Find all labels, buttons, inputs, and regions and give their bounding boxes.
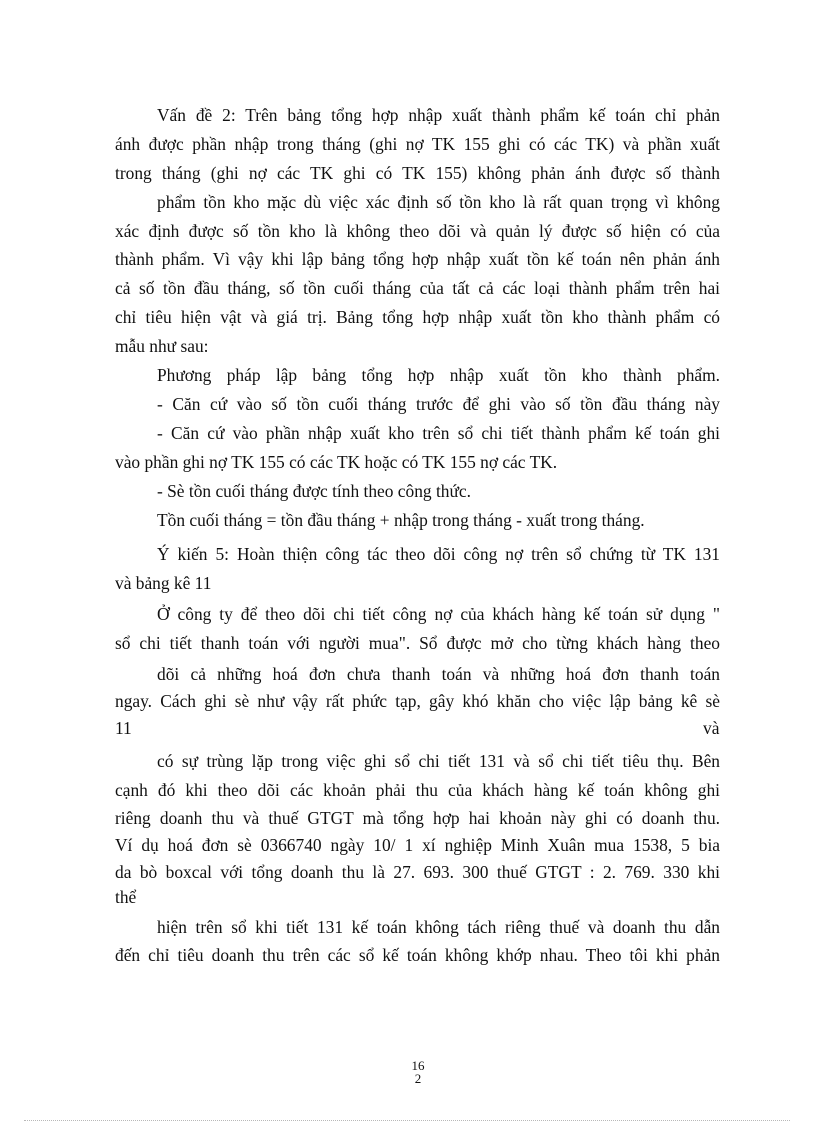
page-number-sub: 2 <box>414 1071 422 1086</box>
text-line: dõi cả những hoá đơn chưa thanh toán và những hoá đơn thanh toán <box>157 664 720 684</box>
text-line: Vấn đề 2: Trên bảng tổng hợp nhập xuất thành phẩm kế toán chỉ phản <box>157 105 720 125</box>
text-line: riêng doanh thu và thuế GTGT mà tổng hợp hai khoản này ghi có doanh thu. <box>115 808 720 828</box>
text-line: thể <box>115 887 137 907</box>
text-line: - Căn cứ vào số tồn cuối tháng trước để ghi vào số tồn đầu tháng này <box>157 394 720 414</box>
page-number: 16 <box>411 1058 425 1073</box>
text-line: cả số tồn đầu tháng, số tồn cuối tháng của tất cả các loại thành phẩm trên hai <box>115 278 720 298</box>
text-line: Ví dụ hoá đơn sè 0366740 ngày 10/ 1 xí nghiệp Minh Xuân mua 1538, 5 bia <box>115 835 720 855</box>
text-line: chỉ tiêu hiện vật và giá trị. Bảng tổng hợp nhập xuất tồn kho thành phẩm có <box>115 307 720 327</box>
text-line: Ý kiến 5: Hoàn thiện công tác theo dõi công nợ trên sổ chứng từ TK 131 <box>157 544 720 564</box>
text-line: đến chỉ tiêu doanh thu trên các sổ kế toán không khớp nhau. Theo tôi khi phản <box>115 945 720 965</box>
text-line: ánh được phần nhập trong tháng (ghi nợ TK 155 ghi có các TK) và phần xuất <box>115 134 720 154</box>
text-line: Phương pháp lập bảng tổng hợp nhập xuất tồn kho thành phẩm. <box>157 365 720 385</box>
text-line: hiện trên sổ khi tiết 131 kế toán không tách riêng thuế và doanh thu dẫn <box>157 917 720 937</box>
text-line: và <box>703 718 720 738</box>
text-line: thành phẩm. Vì vậy khi lập bảng tổng hợp nhập xuất tồn kế toán nên phản ánh <box>115 249 720 269</box>
text-line: - Căn cứ vào phần nhập xuất kho trên sổ chi tiết thành phẩm kế toán ghi <box>157 423 720 443</box>
text-line: phẩm tồn kho mặc dù việc xác định số tồn kho là rất quan trọng vì không <box>157 192 720 212</box>
text-line: có sự trùng lặp trong việc ghi sổ chi tiết 131 và sổ chi tiết tiêu thụ. Bên <box>157 751 720 771</box>
text-line: Tồn cuối tháng = tồn đầu tháng + nhập trong tháng - xuất trong tháng. <box>157 510 645 530</box>
text-line: Ở công ty để theo dõi chi tiết công nợ của khách hàng kế toán sử dụng " <box>157 604 720 624</box>
text-line: ngay. Cách ghi sè như vậy rất phức tạp, gây khó khăn cho việc lập bảng kê sè <box>115 691 720 711</box>
text-line: - Sè tồn cuối tháng được tính theo công thức. <box>157 481 471 501</box>
text-line: da bò boxcal với tổng doanh thu là 27. 693. 300 thuế GTGT : 2. 769. 330 khi <box>115 862 720 882</box>
text-line: 11 <box>115 718 132 738</box>
text-line: vào phần ghi nợ TK 155 có các TK hoặc có TK 155 nợ các TK. <box>115 452 558 472</box>
text-line: cạnh đó khi theo dõi các khoản phải thu của khách hàng kế toán không ghi <box>115 780 720 800</box>
text-line: mẫu như sau: <box>115 336 209 356</box>
text-line: và bảng kê 11 <box>115 573 212 593</box>
text-line: trong tháng (ghi nợ các TK ghi có TK 155) không phản ánh được số thành <box>115 163 720 183</box>
text-line: sổ chi tiết thanh toán với người mua". Sổ được mở cho từng khách hàng theo <box>115 633 720 653</box>
text-line: xác định được số tồn kho là không theo dõi và quản lý được số hiện có của <box>115 221 720 241</box>
page-bottom-divider <box>24 1120 790 1121</box>
